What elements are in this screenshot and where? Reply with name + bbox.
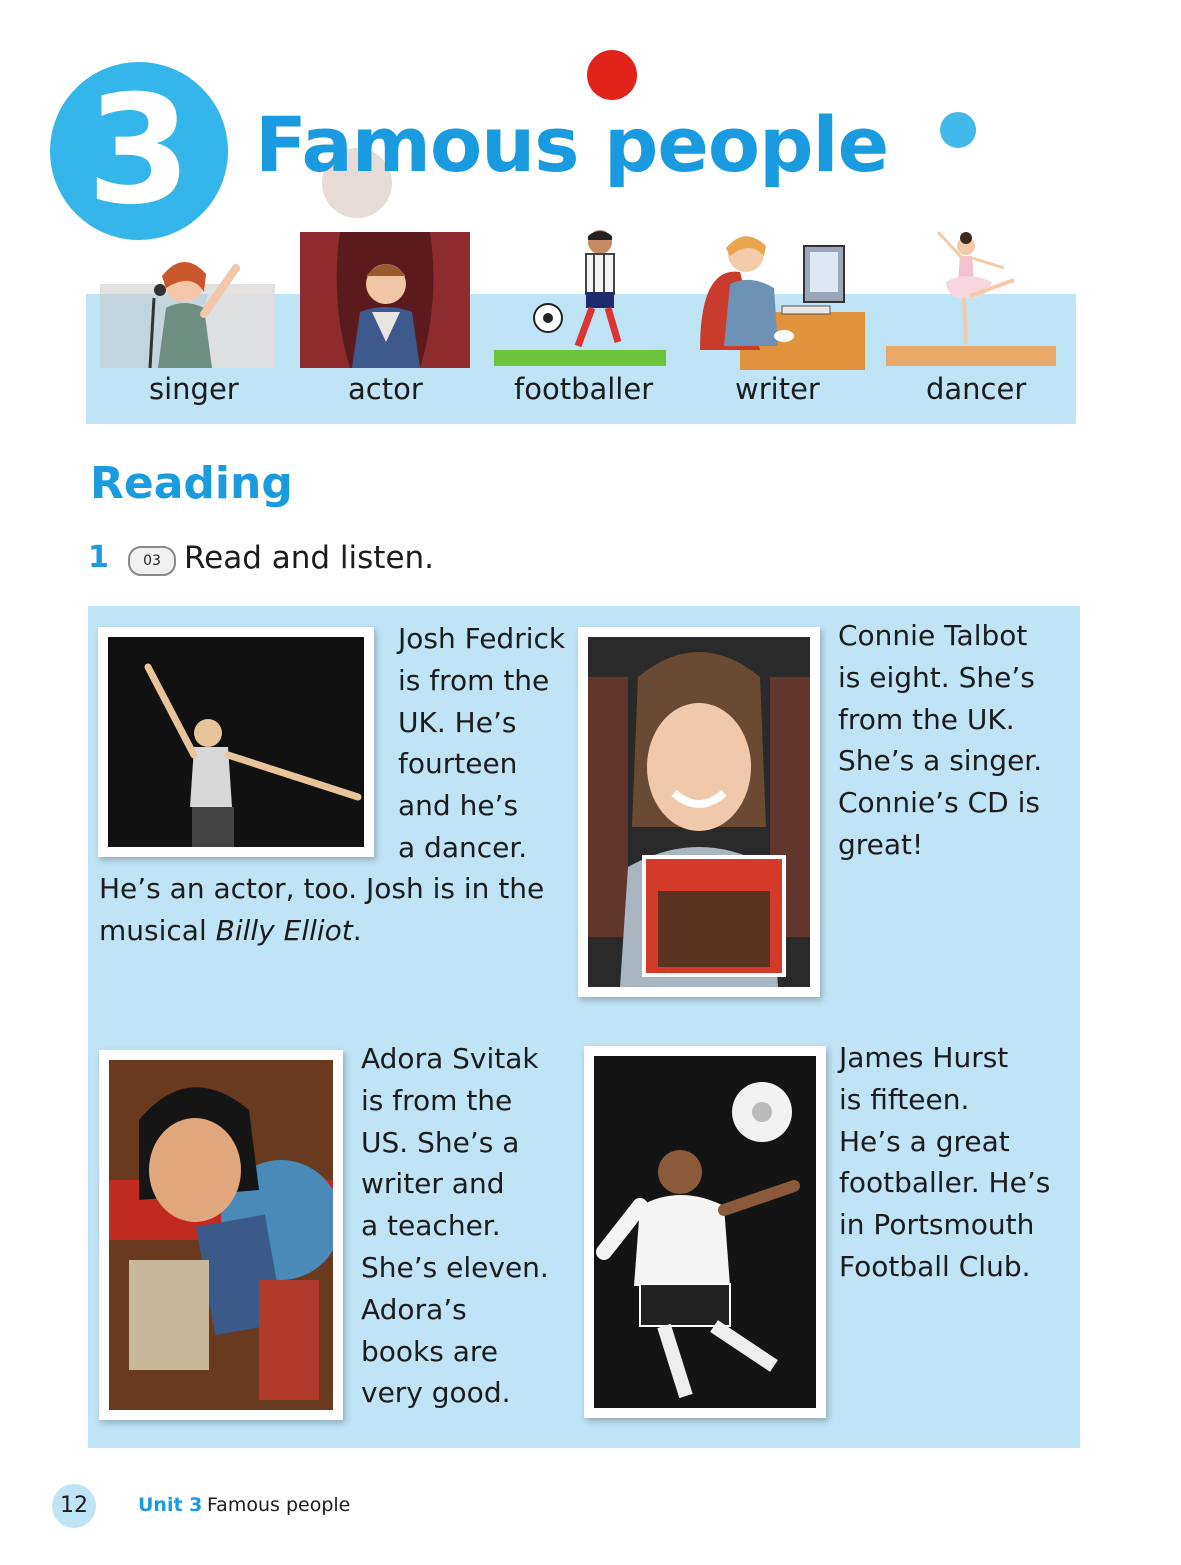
actor-illustration-icon xyxy=(300,232,470,368)
connie-line: She’s a singer. xyxy=(838,744,1043,778)
vocab-label-dancer: dancer xyxy=(926,372,1027,406)
unit-title: Famous people xyxy=(255,100,889,189)
page-number: 12 xyxy=(60,1493,88,1518)
josh-text-continued xyxy=(99,868,544,952)
james-line: in Portsmouth xyxy=(839,1208,1035,1242)
footer-unit-label: Unit 3 xyxy=(138,1494,203,1516)
vocab-label-writer: writer xyxy=(735,372,820,406)
connie-text xyxy=(838,615,1042,866)
james-text xyxy=(839,1037,1050,1288)
josh-line: He’s an actor, too. Josh is in the xyxy=(99,872,545,905)
unit-number: 3 xyxy=(86,64,192,238)
decorative-blue-dot xyxy=(940,112,976,148)
connie-line: great! xyxy=(838,827,924,861)
josh-line: a dancer. xyxy=(398,830,528,864)
adora-line: She’s eleven. xyxy=(361,1250,549,1284)
footer-unit-title: Famous people xyxy=(207,1494,351,1516)
adora-line: writer and xyxy=(361,1167,505,1201)
james-line: footballer. He’s xyxy=(839,1166,1051,1200)
exercise-instruction: Read and listen. xyxy=(184,540,435,576)
adora-line: is from the xyxy=(361,1083,513,1117)
josh-line: fourteen xyxy=(398,747,518,781)
adora-line: US. She’s a xyxy=(361,1125,520,1159)
josh-line: and he’s xyxy=(398,789,519,823)
dancer-illustration-icon xyxy=(886,226,1056,370)
vocab-label-singer: singer xyxy=(149,372,239,406)
singer-illustration-icon xyxy=(100,244,275,368)
section-heading: Reading xyxy=(90,458,293,509)
vocab-label-actor: actor xyxy=(348,372,423,406)
adora-line: books are xyxy=(361,1334,499,1368)
james-line: James Hurst xyxy=(839,1041,1009,1074)
josh-photo xyxy=(98,627,374,857)
vocab-label-footballer: footballer xyxy=(514,372,654,406)
connie-singer-photo-icon xyxy=(588,637,810,987)
exercise-number: 1 xyxy=(88,540,109,575)
adora-line: very good. xyxy=(361,1376,511,1410)
connie-line: is eight. She’s xyxy=(838,660,1035,694)
josh-line: Josh Fedrick xyxy=(398,622,566,655)
connie-photo xyxy=(578,627,820,997)
connie-line: Connie Talbot xyxy=(838,619,1028,652)
audio-track-badge[interactable]: 03 xyxy=(128,546,176,576)
adora-line: a teacher. xyxy=(361,1209,501,1243)
writer-illustration-icon xyxy=(700,226,865,370)
james-line: Football Club. xyxy=(839,1249,1031,1283)
josh-text xyxy=(398,618,565,869)
james-line: He’s a great xyxy=(839,1124,1010,1158)
josh-line-final xyxy=(99,910,544,952)
josh-line: is from the xyxy=(398,663,550,697)
james-line: is fifteen. xyxy=(839,1082,970,1116)
josh-line-suffix: . xyxy=(352,913,362,947)
connie-line: from the UK. xyxy=(838,702,1015,736)
footballer-illustration-icon xyxy=(494,226,666,370)
adora-line: Adora Svitak xyxy=(361,1042,539,1075)
adora-line: Adora’s xyxy=(361,1292,467,1326)
james-photo xyxy=(584,1046,826,1418)
james-footballer-photo-icon xyxy=(594,1056,816,1408)
adora-photo xyxy=(99,1050,343,1420)
josh-line: UK. He’s xyxy=(398,705,517,739)
adora-writer-photo-icon xyxy=(109,1060,333,1410)
josh-dancer-photo-icon xyxy=(108,637,364,847)
decorative-red-dot xyxy=(587,50,637,100)
connie-line: Connie’s CD is xyxy=(838,786,1040,820)
adora-text xyxy=(361,1038,549,1414)
musical-title: Billy Elliot xyxy=(215,913,353,947)
josh-line-prefix: musical xyxy=(99,913,216,947)
